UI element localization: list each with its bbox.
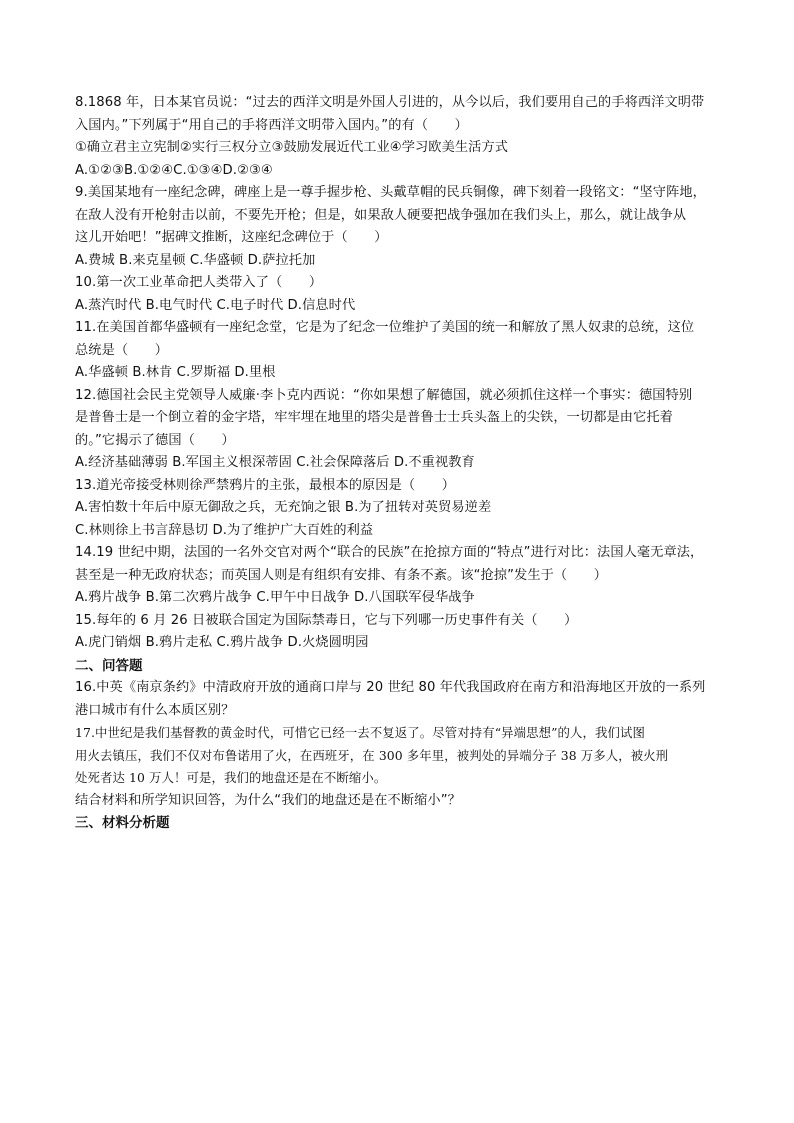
question-line: 13.道光帝接受林则徐严禁鸦片的主张，最根本的原因是（ ） — [75, 477, 456, 493]
section-heading: 三、材料分析题 — [75, 815, 170, 831]
question-line: 在敌人没有开枪射击以前，不要先开枪；但是，如果敌人硬要把战争强加在我们头上，那么，就让战争从 — [75, 207, 687, 223]
question-line: 15.每年的 6 月 26 日被联合国定为国际禁毒日，它与下列哪一历史事件有关（ ） — [75, 612, 578, 628]
question-line: 结合材料和所学知识回答，为什么“我们的地盘还是在不断缩小”？ — [75, 792, 461, 808]
question-line: 是普鲁士是一个倒立着的金字塔，牢牢埋在地里的塔尖是普鲁士士兵头盔上的尖铁，一切都是由它托着 — [75, 410, 673, 425]
question-line: 12.德国社会民主党领导人威廉·李卜克内西说：“你如果想了解德国，就必须抓住这样一个事实：德国特别 — [75, 387, 693, 403]
question-line: 港口城市有什么本质区别？ — [75, 702, 235, 718]
question-line: 这儿开始吧！”据碑文推断，这座纪念碑位于（ ） — [75, 230, 388, 245]
question-line: A.蒸汽时代 B.电气时代 C.电子时代 D.信息时代 — [75, 297, 356, 313]
section-heading: 二、问答题 — [75, 657, 143, 674]
question-line: 14.19 世纪中期，法国的一名外交官对两个“联合的民族”在抢掠方面的“特点”进行对比：法国人毫无章法， — [75, 545, 704, 560]
material-quote-line: 17.中世纪是我们基督教的黄金时代，可惜它已经一去不复返了。尽管对持有“异端思想”的人，我们试图 — [75, 725, 645, 740]
question-line: A.费城 B.来克星顿 C.华盛顿 D.萨拉托加 — [75, 252, 316, 268]
question-line: ①确立君主立宪制②实行三权分立③鼓励发展近代工业④学习欧美生活方式 — [75, 140, 509, 155]
question-line: 入国内。”下列属于“用自己的手将西洋文明带入国内。”的有（ ） — [75, 117, 468, 133]
question-line: 16.中英《南京条约》中清政府开放的通商口岸与 20 世纪 80 年代我国政府在南方和沿海地区开放的一系列 — [75, 680, 706, 695]
question-line: 11.在美国首都华盛顿有一座纪念堂，它是为了纪念一位维护了美国的统一和解放了黑人奴隶的总统，这位 — [75, 320, 695, 335]
question-line: C.林则徐上书言辞恳切 D.为了维护广大百姓的利益 — [75, 522, 374, 538]
question-line: A.①②③B.①②④C.①③④D.②③④ — [75, 162, 273, 178]
material-quote-line: 处死者达 10 万人！可是，我们的地盘还是在不断缩小。 — [75, 770, 387, 785]
material-quote-line: 用火去镇压，我们不仅对布鲁诺用了火，在西班牙，在 300 多年里，被判处的异端分子 38 万多人，被火刑 — [75, 747, 669, 763]
question-line: 甚至是一种无政府状态；而英国人则是有组织有安排、有条不紊。该“抢掠”发生于（ ） — [75, 567, 608, 583]
question-line: A.华盛顿 B.林肯 C.罗斯福 D.里根 — [75, 365, 276, 380]
question-line: 10.第一次工业革命把人类带入了（ ） — [75, 275, 323, 290]
question-line: A.虎门销烟 B.鸦片走私 C.鸦片战争 D.火烧圆明园 — [75, 635, 369, 650]
question-line: A.害怕数十年后中原无御敌之兵，无充饷之银 B.为了扭转对英贸易逆差 — [75, 500, 492, 515]
question-line: A.鸦片战争 B.第二次鸦片战争 C.甲午中日战争 D.八国联军侵华战争 — [75, 590, 475, 605]
question-line: 的。”它揭示了德国（ ） — [75, 432, 235, 448]
question-line: A.经济基础薄弱 B.军国主义根深蒂固 C.社会保障落后 D.不重视教育 — [75, 455, 475, 470]
question-line: 总统是（ ） — [75, 342, 169, 358]
question-line: 8.1868 年，日本某官员说：“过去的西洋文明是外国人引进的，从今以后，我们要用自己的手将西洋文明带 — [75, 95, 705, 110]
question-line: 9.美国某地有一座纪念碑，碑座上是一尊手握步枪、头戴草帽的民兵铜像，碑下刻着一段铭文：“坚守阵地， — [75, 185, 706, 200]
exam-content — [75, 92, 725, 835]
